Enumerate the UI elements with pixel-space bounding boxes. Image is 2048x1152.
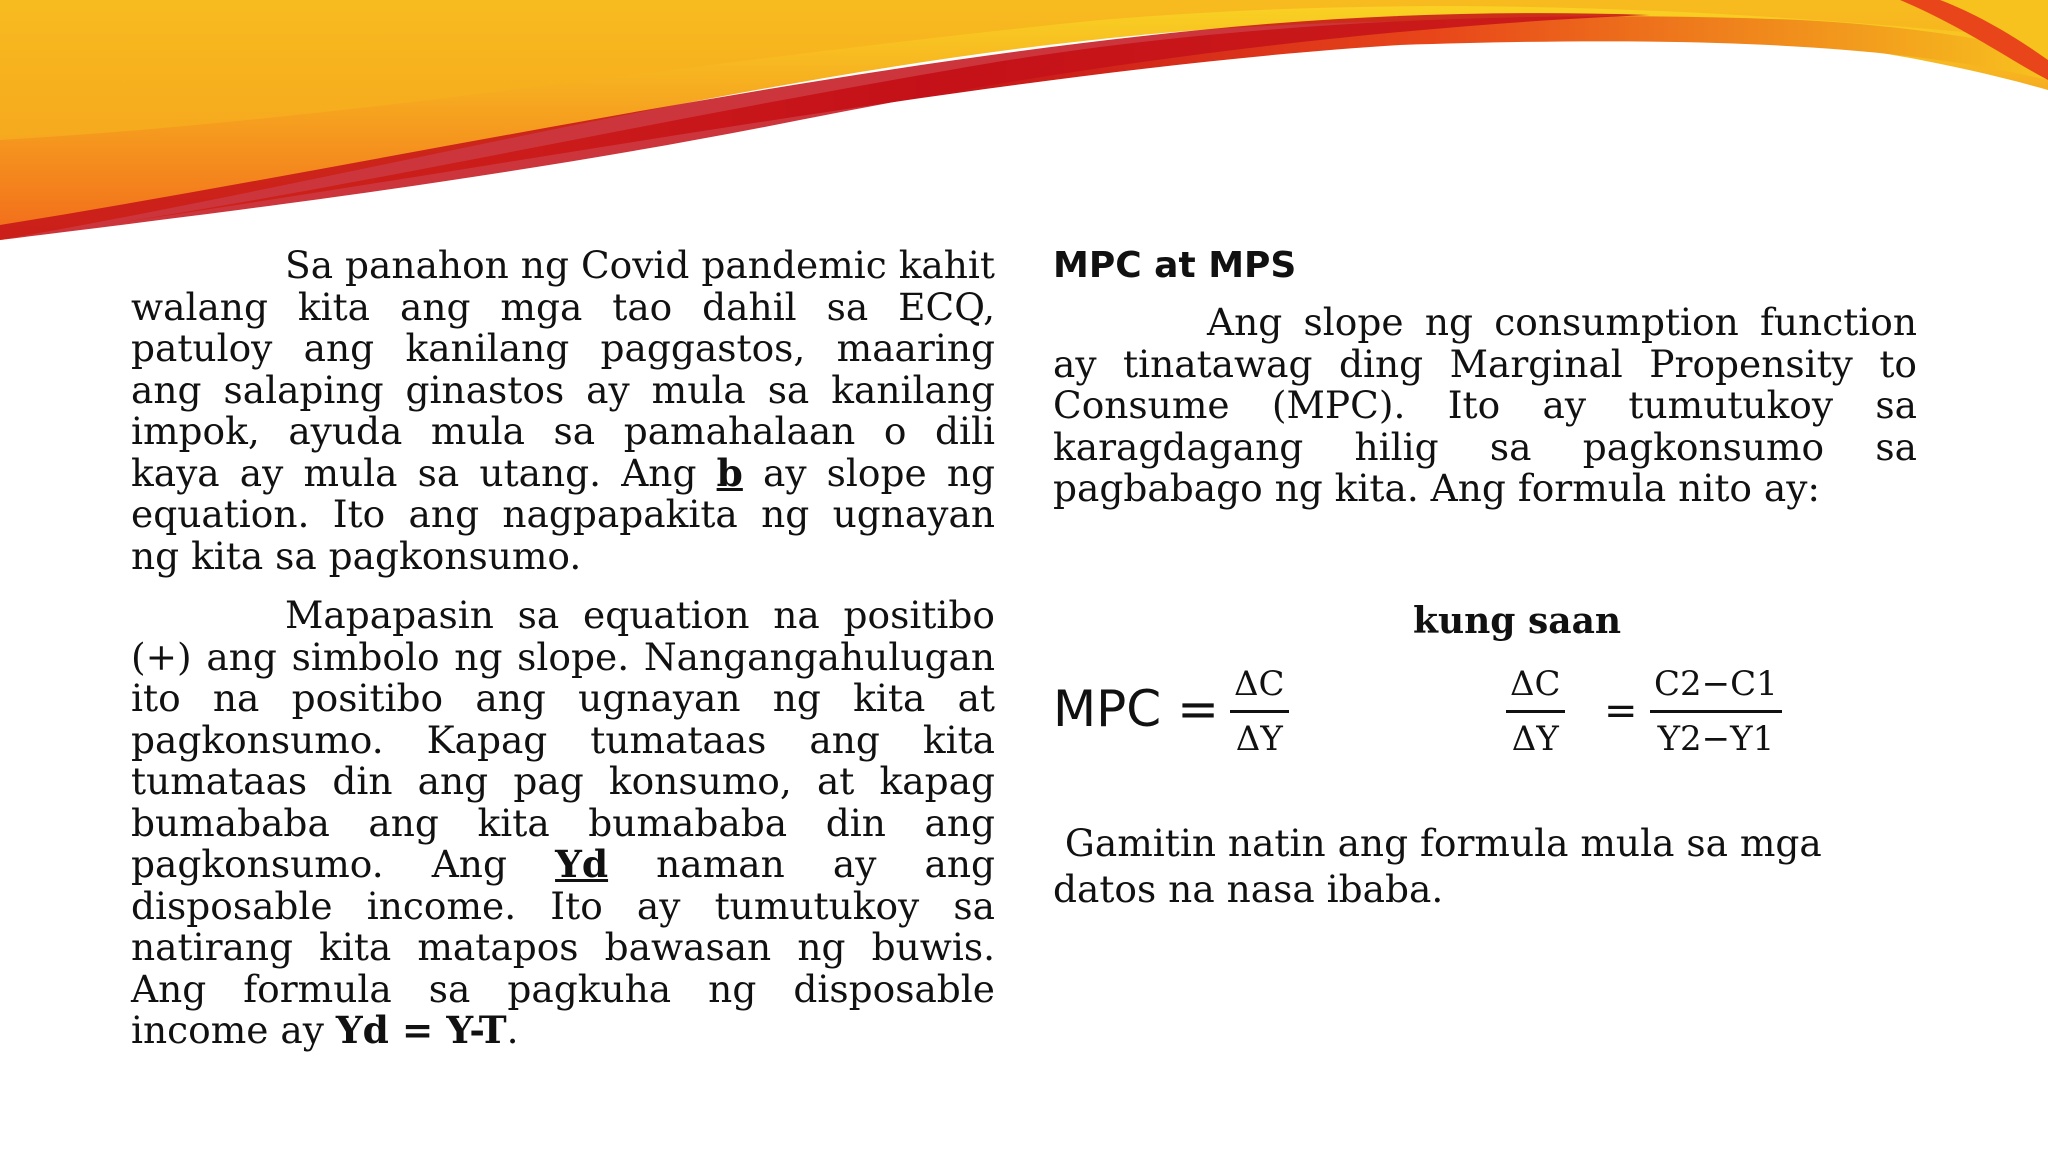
fraction-denominator: Y2−Y1	[1657, 719, 1775, 759]
fraction-numerator: C2−C1	[1654, 664, 1778, 704]
fraction-c2c1-over-y2y1	[1650, 662, 1782, 761]
equals-sign: =	[1604, 688, 1638, 734]
paragraph-text: Mapapasin sa equation na positibo (+) ang simbolo ng slope. Nangangahulugan ito na positibo ang ugnayan ng kita at pagkonsumo. Kapag tumataas ang kita tumataas din ang pag konsumo, at kapag bumababa ang kita bumababa din ang pagkonsumo. Ang	[131, 593, 995, 886]
mpc-intro-paragraph: Ang slope ng consumption function ay tinatawag ding Marginal Propensity to Consume (MPC). Ito ay tumutukoy sa karagdagang hilig sa pagkonsumo sa pagbabago ng kita. Ang formula nito ay:	[1053, 300, 1917, 510]
decorative-swoosh-banner	[0, 0, 2048, 260]
paragraph-text: .	[506, 1008, 519, 1052]
fraction-denominator: ΔY	[1235, 719, 1283, 759]
disposable-income-formula: Yd = Y-T	[335, 1008, 507, 1052]
closing-text: Gamitin natin ang formula mula sa mga datos na nasa ibaba.	[1053, 821, 1822, 911]
paragraph-text: naman ay ang disposable income. Ito ay tumutukoy sa natirang kita matapos bawasan ng buwis. Ang formula sa pagkuha ng disposable income ay	[131, 842, 995, 1052]
fraction-bar	[1650, 710, 1782, 713]
fraction-delta-c-over-delta-y	[1230, 662, 1289, 761]
paragraph-slope	[131, 595, 995, 1052]
left-text-column	[131, 245, 995, 1070]
paragraph-text: Sa panahon ng Covid pandemic kahit walang kita ang mga tao dahil sa ECQ, patuloy ang kanilang paggastos, maaring ang salaping ginastos ay mula sa kanilang impok, ayuda mula sa pamahalaan o dili kaya ay mula sa utang. Ang	[131, 243, 995, 495]
fraction-denominator: ΔY	[1511, 719, 1559, 759]
kung-saan-label: kung saan	[1413, 600, 1622, 642]
fraction-bar	[1506, 710, 1565, 713]
fraction-bar	[1230, 710, 1289, 713]
yd-term: Yd	[555, 842, 609, 886]
closing-paragraph	[1053, 820, 1913, 912]
slope-symbol-b: b	[716, 450, 743, 495]
paragraph-text: ay slope ng equation. Ito ang nagpapakita ng ugnayan ng kita sa pagkonsumo.	[131, 450, 995, 578]
mpc-label: MPC =	[1053, 680, 1219, 738]
fraction-numerator: ΔC	[1510, 664, 1561, 704]
section-heading: MPC at MPS	[1053, 245, 1297, 286]
fraction-delta-c-over-delta-y-2	[1506, 662, 1565, 761]
right-text-column	[1053, 242, 1917, 510]
fraction-numerator: ΔC	[1234, 664, 1285, 704]
paragraph-covid	[131, 245, 995, 577]
